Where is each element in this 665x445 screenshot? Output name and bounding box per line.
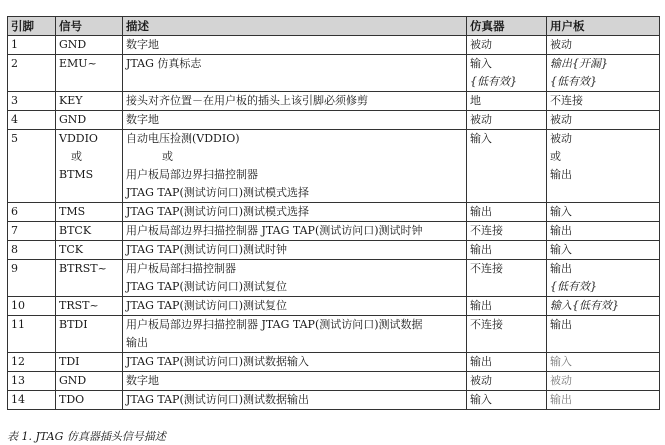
header-emulator: 仿真器 [467, 17, 547, 36]
cell-signal [56, 36, 123, 55]
cell-line: VDDIO [59, 132, 98, 145]
cell-pin [8, 92, 56, 111]
header-user-board: 用户板 [547, 17, 660, 36]
cell-emulator [467, 36, 547, 55]
cell-line: 输出 [126, 336, 148, 349]
cell-line: 不连接 [470, 318, 503, 331]
cell-description [123, 111, 467, 130]
cell-emulator [467, 222, 547, 241]
cell-signal [56, 372, 123, 391]
cell-pin [8, 55, 56, 92]
cell-line: {低有效} [550, 75, 597, 88]
cell-line: 输出 [470, 355, 492, 368]
cell-line: 7 [11, 224, 18, 237]
cell-description [123, 241, 467, 260]
cell-line: 输入 [550, 205, 572, 218]
table-row [8, 372, 660, 391]
cell-line: 不连接 [550, 94, 583, 107]
cell-user-board [547, 372, 660, 391]
cell-pin [8, 130, 56, 203]
cell-line: 14 [11, 393, 25, 406]
cell-line: 10 [11, 299, 25, 312]
cell-emulator [467, 241, 547, 260]
cell-line: 输出 [470, 205, 492, 218]
cell-line: GND [59, 38, 87, 51]
cell-user-board [547, 130, 660, 203]
cell-pin [8, 36, 56, 55]
cell-emulator [467, 55, 547, 92]
cell-user-board [547, 353, 660, 372]
cell-pin [8, 222, 56, 241]
cell-line: GND [59, 113, 87, 126]
cell-line: TMS [59, 205, 86, 218]
cell-line: 用户板局部边界扫描控制器 JTAG TAP(测试访问口)测试时钟 [126, 224, 423, 237]
table-row [8, 353, 660, 372]
cell-line: BTCK [59, 224, 92, 237]
header-pin: 引脚 [8, 17, 56, 36]
cell-line: BTRST~ [59, 262, 107, 275]
cell-line: 接头对齐位置－在用户板的插头上该引脚必须修剪 [126, 94, 368, 107]
cell-signal [56, 241, 123, 260]
cell-line: 输出 [550, 393, 572, 406]
cell-pin [8, 297, 56, 316]
cell-signal [56, 391, 123, 410]
cell-line: {低有效} [470, 75, 517, 88]
cell-line: 输入 [470, 393, 492, 406]
table-row [8, 297, 660, 316]
cell-line: JTAG TAP(测试访问口)测试模式选择 [126, 186, 310, 199]
cell-line: GND [59, 374, 87, 387]
cell-signal [56, 203, 123, 222]
cell-pin [8, 260, 56, 297]
cell-line: 输出 [550, 224, 572, 237]
table-row [8, 92, 660, 111]
cell-line: 1 [11, 38, 18, 51]
cell-description [123, 222, 467, 241]
cell-signal [56, 297, 123, 316]
cell-description [123, 297, 467, 316]
cell-line: 数字地 [126, 374, 159, 387]
cell-line: JTAG TAP(测试访问口)测试数据输入 [126, 355, 310, 368]
table-row [8, 55, 660, 92]
cell-pin [8, 316, 56, 353]
cell-line: JTAG TAP(测试访问口)测试复位 [126, 299, 288, 312]
cell-signal [56, 130, 123, 203]
cell-line: 2 [11, 57, 18, 70]
cell-description [123, 316, 467, 353]
cell-line: 被动 [550, 113, 572, 126]
cell-user-board [547, 111, 660, 130]
header-description: 描述 [123, 17, 467, 36]
cell-signal [56, 260, 123, 297]
cell-signal [56, 353, 123, 372]
cell-line: 被动 [550, 132, 572, 145]
cell-signal [56, 92, 123, 111]
table-row [8, 130, 660, 203]
cell-user-board [547, 36, 660, 55]
cell-emulator [467, 353, 547, 372]
cell-line: EMU~ [59, 57, 97, 70]
cell-pin [8, 203, 56, 222]
cell-line: 5 [11, 132, 18, 145]
cell-emulator [467, 316, 547, 353]
cell-signal [56, 222, 123, 241]
cell-description [123, 260, 467, 297]
table-row [8, 316, 660, 353]
cell-description [123, 353, 467, 372]
cell-line: JTAG TAP(测试访问口)测试数据输出 [126, 393, 310, 406]
cell-line: 或 [550, 150, 561, 163]
cell-line: 输出 [470, 299, 492, 312]
cell-line: 9 [11, 262, 18, 275]
cell-line: 用户板局部边界扫描控制器 [126, 168, 258, 181]
cell-emulator [467, 260, 547, 297]
cell-emulator [467, 130, 547, 203]
cell-line: TDO [59, 393, 85, 406]
cell-description [123, 92, 467, 111]
document-page [7, 16, 659, 410]
cell-line: TDI [59, 355, 80, 368]
cell-line: BTDI [59, 318, 88, 331]
cell-user-board [547, 260, 660, 297]
cell-line: 被动 [550, 374, 572, 387]
cell-line: 地 [470, 94, 481, 107]
cell-pin [8, 111, 56, 130]
cell-pin [8, 353, 56, 372]
cell-line: 6 [11, 205, 18, 218]
cell-line: 输入 [550, 355, 572, 368]
cell-line: 4 [11, 113, 18, 126]
header-signal: 信号 [56, 17, 123, 36]
cell-line: TRST~ [59, 299, 99, 312]
cell-line: 不连接 [470, 262, 503, 275]
cell-line: 或 [162, 150, 173, 163]
table-caption: 表 1. JTAG 仿真器插头信号描述 [7, 430, 166, 443]
cell-description [123, 130, 467, 203]
cell-emulator [467, 203, 547, 222]
cell-line: 用户板局部扫描控制器 [126, 262, 236, 275]
cell-line: 数字地 [126, 113, 159, 126]
cell-line: 输入 [550, 243, 572, 256]
cell-description [123, 372, 467, 391]
cell-line: JTAG TAP(测试访问口)测试复位 [126, 280, 288, 293]
table-row [8, 111, 660, 130]
cell-line: 输出{开漏} [550, 57, 608, 70]
cell-pin [8, 372, 56, 391]
cell-line: 自动电压捡测(VDDIO) [126, 132, 240, 145]
cell-description [123, 203, 467, 222]
cell-user-board [547, 391, 660, 410]
cell-emulator [467, 391, 547, 410]
cell-signal [56, 316, 123, 353]
cell-signal [56, 55, 123, 92]
cell-line: 11 [11, 318, 25, 331]
cell-user-board [547, 297, 660, 316]
cell-description [123, 55, 467, 92]
cell-line: 不连接 [470, 224, 503, 237]
cell-user-board [547, 241, 660, 260]
cell-line: 12 [11, 355, 25, 368]
cell-line: KEY [59, 94, 83, 107]
cell-line: JTAG TAP(测试访问口)测试时钟 [126, 243, 288, 256]
cell-line: 被动 [470, 374, 492, 387]
cell-emulator [467, 297, 547, 316]
cell-line: 被动 [470, 38, 492, 51]
cell-line: BTMS [59, 168, 94, 181]
cell-line: 被动 [550, 38, 572, 51]
cell-line: 输出 [550, 262, 572, 275]
cell-line: 3 [11, 94, 18, 107]
cell-line: {低有效} [550, 280, 597, 293]
table-row [8, 260, 660, 297]
cell-line: 8 [11, 243, 18, 256]
cell-line: 被动 [470, 113, 492, 126]
cell-emulator [467, 372, 547, 391]
table-row [8, 222, 660, 241]
cell-line: 输入 [470, 132, 492, 145]
table-row [8, 203, 660, 222]
table-row [8, 241, 660, 260]
cell-description [123, 36, 467, 55]
cell-line: 输入 [470, 57, 492, 70]
cell-pin [8, 391, 56, 410]
cell-user-board [547, 55, 660, 92]
cell-emulator [467, 111, 547, 130]
table-row [8, 391, 660, 410]
cell-user-board [547, 203, 660, 222]
cell-emulator [467, 92, 547, 111]
jtag-signal-table [7, 16, 660, 410]
cell-line: JTAG 仿真标志 [126, 57, 202, 70]
table-body [8, 36, 660, 410]
cell-line: 用户板局部边界扫描控制器 JTAG TAP(测试访问口)测试数据 [126, 318, 423, 331]
table-row [8, 36, 660, 55]
cell-user-board [547, 222, 660, 241]
cell-pin [8, 241, 56, 260]
cell-line: 输出 [550, 168, 572, 181]
cell-line: 输出 [470, 243, 492, 256]
cell-user-board [547, 316, 660, 353]
cell-description [123, 391, 467, 410]
cell-line: JTAG TAP(测试访问口)测试模式选择 [126, 205, 310, 218]
cell-line: 或 [71, 150, 82, 163]
cell-line: 输出 [550, 318, 572, 331]
cell-line: 13 [11, 374, 25, 387]
cell-user-board [547, 92, 660, 111]
cell-signal [56, 111, 123, 130]
cell-line: 数字地 [126, 38, 159, 51]
table-header-row [8, 17, 660, 36]
cell-line: 输入{低有效} [550, 299, 619, 312]
cell-line: TCK [59, 243, 83, 256]
